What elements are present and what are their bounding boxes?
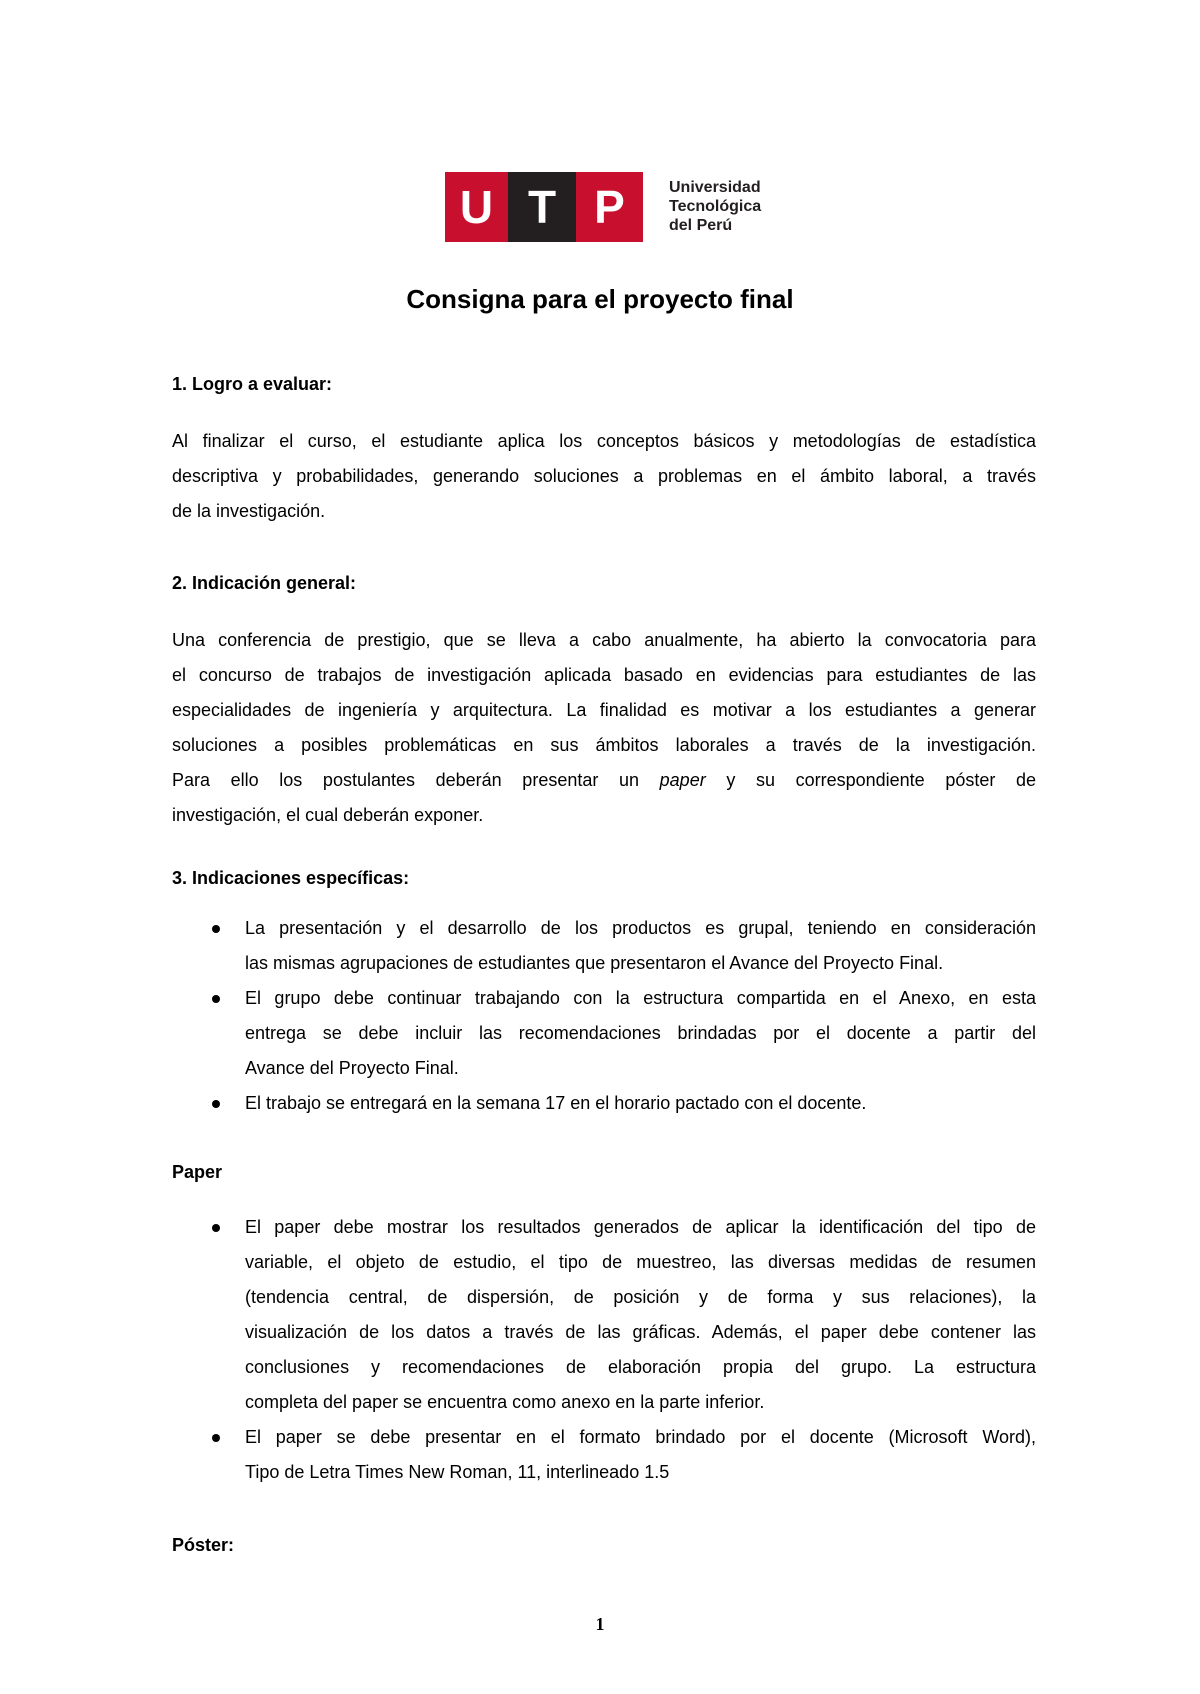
paragraph-line: Al finalizar el curso, el estudiante aplica los conceptos básicos y metodologías de estadística <box>172 431 1036 451</box>
line-text-after: y su correspondiente póster de <box>726 770 1036 790</box>
paragraph-line: de la investigación. <box>172 501 326 521</box>
paper-heading: Paper <box>172 1162 223 1182</box>
section-2-heading: 2. Indicación general: <box>172 573 357 593</box>
bullet-line: conclusiones y recomendaciones de elaboración propia del grupo. La estructura <box>245 1357 1036 1377</box>
bullet-icon <box>212 995 220 1003</box>
paragraph-line: especialidades de ingeniería y arquitectura. La finalidad es motivar a los estudiantes a generar <box>172 700 1036 720</box>
bullet-line: las mismas agrupaciones de estudiantes que presentaron el Avance del Proyecto Final. <box>245 953 944 973</box>
page-number: 1 <box>595 1614 605 1634</box>
list-item <box>172 1420 1036 1490</box>
bullet-icon <box>212 1100 220 1108</box>
paragraph-line: descriptiva y probabilidades, generando soluciones a problemas en el ámbito laboral, a través <box>172 466 1036 486</box>
bullet-line: El trabajo se entregará en la semana 17 en el horario pactado con el docente. <box>245 1093 867 1113</box>
section-1-heading: 1. Logro a evaluar: <box>172 374 333 394</box>
paragraph-line: soluciones a posibles problemáticas en sus ámbitos laborales a través de la investigación. <box>172 735 1036 755</box>
paper-bullet-list <box>172 1210 1036 1490</box>
bullet-line: visualización de los datos a través de las gráficas. Además, el paper debe contener las <box>245 1322 1036 1342</box>
logo-name-line-3: del Perú <box>669 217 733 234</box>
poster-heading: Póster: <box>172 1535 235 1555</box>
paragraph-line: el concurso de trabajos de investigación aplicada basado en evidencias para estudiantes de las <box>172 665 1036 685</box>
bullet-line: entrega se debe incluir las recomendaciones brindadas por el docente a partir del <box>245 1023 1036 1043</box>
utp-logo <box>445 172 767 242</box>
bullet-line: El paper debe mostrar los resultados generados de aplicar la identificación del tipo de <box>245 1217 1036 1237</box>
logo-letter-u: U <box>459 181 494 233</box>
list-item <box>172 981 1036 1086</box>
section-2-paragraph <box>172 623 1036 833</box>
line-text-before: Para ello los postulantes deberán presentar un <box>172 770 640 790</box>
section-3-heading: 3. Indicaciones específicas: <box>172 868 410 888</box>
paragraph-line: Una conferencia de prestigio, que se lleva a cabo anualmente, ha abierto la convocatoria para <box>172 630 1036 650</box>
bullet-line: El grupo debe continuar trabajando con la estructura compartida en el Anexo, en esta <box>245 988 1036 1008</box>
bullet-line: completa del paper se encuentra como anexo en la parte inferior. <box>245 1392 765 1412</box>
bullet-line: La presentación y el desarrollo de los productos es grupal, teniendo en consideración <box>245 918 1036 938</box>
paragraph-line: investigación, el cual deberán exponer. <box>172 805 484 825</box>
list-item <box>172 1086 1036 1121</box>
bullet-icon <box>212 1434 220 1442</box>
bullet-line: variable, el objeto de estudio, el tipo de muestreo, las diversas medidas de resumen <box>245 1252 1036 1272</box>
italic-word-paper: paper <box>659 770 706 790</box>
bullet-line: El paper se debe presentar en el formato brindado por el docente (Microsoft Word), <box>245 1427 1036 1447</box>
list-item <box>172 911 1036 981</box>
logo-letter-p: P <box>594 181 625 233</box>
bullet-icon <box>212 925 220 933</box>
logo-letter-t: T <box>527 181 557 233</box>
logo-name-line-2: Tecnológica <box>669 198 762 215</box>
document-title: Consigna para el proyecto final <box>406 284 794 314</box>
section-1-paragraph <box>172 424 1036 529</box>
logo-name-line-1: Universidad <box>669 179 761 196</box>
list-item <box>172 1210 1036 1420</box>
bullet-line: Avance del Proyecto Final. <box>245 1058 459 1078</box>
paragraph-line-with-italic <box>172 763 1036 798</box>
section-3-bullet-list <box>172 911 1036 1121</box>
bullet-line: (tendencia central, de dispersión, de posición y de forma y sus relaciones), la <box>245 1287 1036 1307</box>
bullet-line: Tipo de Letra Times New Roman, 11, interlineado 1.5 <box>245 1462 670 1482</box>
bullet-icon <box>212 1224 220 1232</box>
